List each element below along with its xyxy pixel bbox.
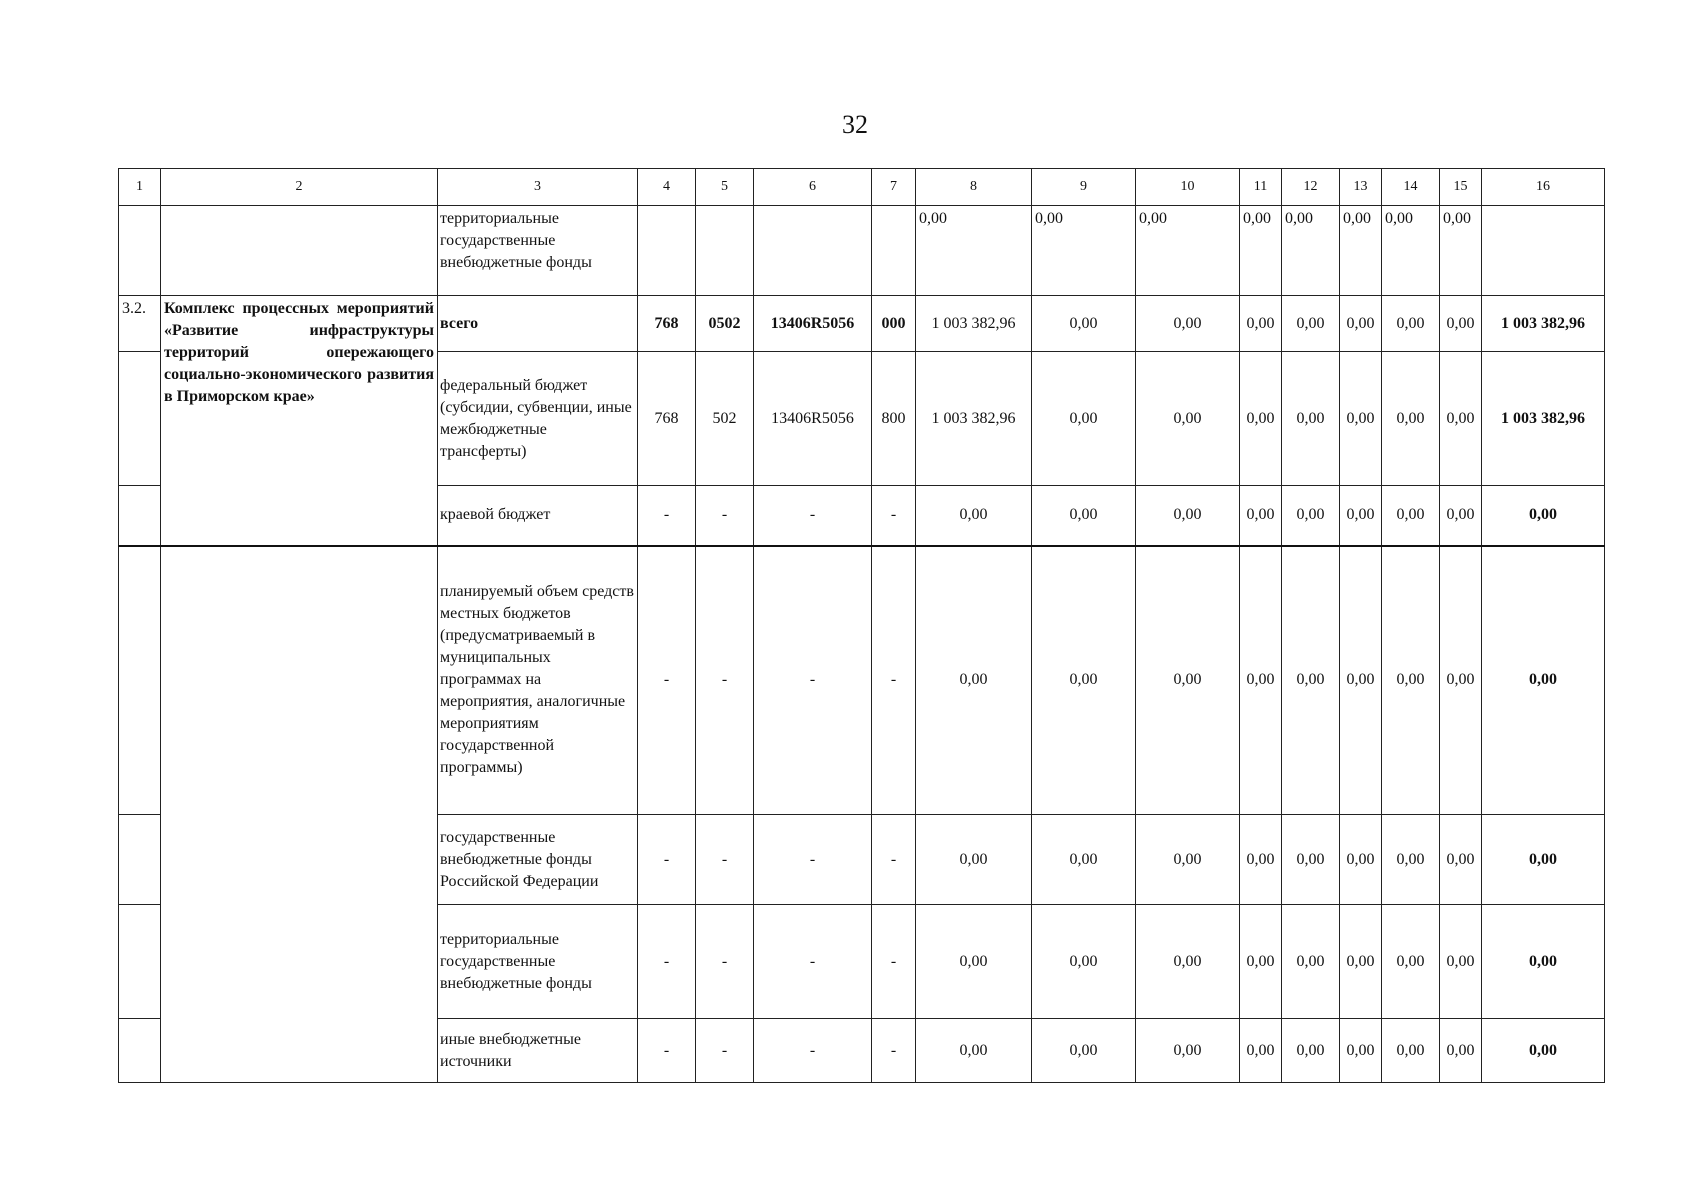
value-cell: 000 (872, 296, 916, 352)
value-cell (1482, 206, 1605, 296)
value-cell: 0,00 (1032, 815, 1136, 905)
header-cell: 6 (754, 169, 872, 206)
header-cell: 2 (161, 169, 438, 206)
value-cell: 0,00 (1032, 546, 1136, 815)
value-cell: 0,00 (1240, 486, 1282, 546)
value-cell: 0,00 (1032, 352, 1136, 486)
name-cell (161, 206, 438, 296)
value-cell: 13406R5056 (754, 296, 872, 352)
value-cell: 0,00 (1032, 486, 1136, 546)
value-cell: 0,00 (1240, 905, 1282, 1019)
value-cell: 768 (638, 296, 696, 352)
value-cell: 13406R5056 (754, 352, 872, 486)
value-cell: 0,00 (1282, 905, 1340, 1019)
page-number: 32 (842, 110, 868, 139)
value-cell: 0,00 (1382, 206, 1440, 296)
header-cell: 14 (1382, 169, 1440, 206)
value-cell: 0,00 (1136, 352, 1240, 486)
value-cell: 0,00 (1382, 546, 1440, 815)
number-cell (119, 546, 161, 815)
header-cell: 7 (872, 169, 916, 206)
value-cell: 0,00 (1382, 905, 1440, 1019)
value-cell: 0,00 (1032, 1019, 1136, 1083)
value-cell: 0,00 (1136, 206, 1240, 296)
value-cell: - (696, 815, 754, 905)
value-cell: 0,00 (1136, 296, 1240, 352)
value-cell: 0,00 (1282, 815, 1340, 905)
value-cell: 0,00 (1340, 905, 1382, 1019)
value-cell: 0,00 (1440, 815, 1482, 905)
table-row (119, 206, 1605, 296)
value-cell: 0,00 (1440, 206, 1482, 296)
value-cell: 0,00 (1032, 296, 1136, 352)
value-cell: 0,00 (1440, 486, 1482, 546)
source-cell: территориальные государственные внебюджетные фонды (438, 206, 638, 296)
value-cell: 0,00 (916, 546, 1032, 815)
source-cell: всего (438, 296, 638, 352)
value-cell: - (754, 486, 872, 546)
value-cell: 0,00 (1440, 352, 1482, 486)
value-cell: 0,00 (1240, 206, 1282, 296)
value-cell: - (754, 815, 872, 905)
header-cell: 4 (638, 169, 696, 206)
value-cell: 0,00 (1282, 206, 1340, 296)
value-cell: 0,00 (1382, 352, 1440, 486)
header-cell: 15 (1440, 169, 1482, 206)
value-cell (696, 206, 754, 296)
value-cell: 0,00 (916, 905, 1032, 1019)
value-cell: 0,00 (1240, 352, 1282, 486)
value-cell: 0,00 (1340, 546, 1382, 815)
header-cell: 11 (1240, 169, 1282, 206)
value-cell: 0,00 (1340, 352, 1382, 486)
source-cell: территориальные государственные внебюджетные фонды (438, 905, 638, 1019)
value-cell: 0,00 (1240, 1019, 1282, 1083)
source-cell: государственные внебюджетные фонды Российской Федерации (438, 815, 638, 905)
value-cell: 0,00 (1340, 815, 1382, 905)
value-cell: 0,00 (1482, 1019, 1605, 1083)
source-cell: иные внебюджетные источники (438, 1019, 638, 1083)
value-cell: 0,00 (916, 1019, 1032, 1083)
value-cell: 0,00 (1282, 296, 1340, 352)
value-cell: - (696, 486, 754, 546)
header-cell: 5 (696, 169, 754, 206)
value-cell: 1 003 382,96 (916, 352, 1032, 486)
value-cell: - (872, 486, 916, 546)
header-cell: 1 (119, 169, 161, 206)
value-cell: 0,00 (1440, 1019, 1482, 1083)
value-cell: 0,00 (1382, 486, 1440, 546)
value-cell: - (638, 815, 696, 905)
value-cell: 0,00 (1382, 815, 1440, 905)
header-cell: 3 (438, 169, 638, 206)
value-cell: 0,00 (916, 486, 1032, 546)
value-cell: 0,00 (1382, 296, 1440, 352)
value-cell: 0,00 (1440, 546, 1482, 815)
value-cell: 0,00 (1136, 815, 1240, 905)
source-cell: федеральный бюджет (субсидии, субвенции, иные межбюджетные трансферты) (438, 352, 638, 486)
value-cell: - (754, 905, 872, 1019)
value-cell: 0,00 (1340, 206, 1382, 296)
value-cell (872, 206, 916, 296)
value-cell: - (638, 1019, 696, 1083)
value-cell: 0,00 (1282, 486, 1340, 546)
item-name: Комплекс процессных мероприятий «Развитие инфраструктуры территорий опережающего социально-экономического развития в Приморском крае» (161, 296, 438, 546)
value-cell: 0,00 (1032, 905, 1136, 1019)
value-cell: 0,00 (1136, 905, 1240, 1019)
value-cell: 0,00 (1032, 206, 1136, 296)
value-cell: 0,00 (916, 206, 1032, 296)
number-cell (119, 352, 161, 486)
header-cell: 13 (1340, 169, 1382, 206)
value-cell: 0,00 (1282, 1019, 1340, 1083)
value-cell: - (638, 546, 696, 815)
value-cell: 502 (696, 352, 754, 486)
value-cell: 1 003 382,96 (916, 296, 1032, 352)
header-cell: 9 (1032, 169, 1136, 206)
header-cell: 16 (1482, 169, 1605, 206)
name-cell (161, 546, 438, 1083)
header-row (119, 169, 1605, 206)
value-cell: 0,00 (1382, 1019, 1440, 1083)
header-cell: 10 (1136, 169, 1240, 206)
value-cell: 1 003 382,96 (1482, 296, 1605, 352)
value-cell: 800 (872, 352, 916, 486)
value-cell: - (872, 546, 916, 815)
number-cell (119, 815, 161, 905)
value-cell: 1 003 382,96 (1482, 352, 1605, 486)
value-cell (638, 206, 696, 296)
value-cell: - (754, 546, 872, 815)
value-cell: 0,00 (1240, 296, 1282, 352)
budget-table (118, 168, 1605, 1083)
header-cell: 8 (916, 169, 1032, 206)
value-cell: - (696, 1019, 754, 1083)
value-cell: - (638, 905, 696, 1019)
value-cell: 768 (638, 352, 696, 486)
value-cell: 0,00 (1482, 546, 1605, 815)
number-cell (119, 1019, 161, 1083)
value-cell: - (754, 1019, 872, 1083)
value-cell (754, 206, 872, 296)
value-cell: 0,00 (1136, 486, 1240, 546)
value-cell: 0,00 (916, 815, 1032, 905)
value-cell: 0,00 (1440, 905, 1482, 1019)
value-cell: 0,00 (1482, 815, 1605, 905)
value-cell: 0,00 (1482, 486, 1605, 546)
header-cell: 12 (1282, 169, 1340, 206)
value-cell: - (872, 905, 916, 1019)
value-cell: 0,00 (1340, 296, 1382, 352)
value-cell: - (696, 546, 754, 815)
table-row (119, 546, 1605, 815)
item-number: 3.2. (119, 296, 161, 352)
number-cell (119, 486, 161, 546)
value-cell: 0,00 (1482, 905, 1605, 1019)
source-cell: краевой бюджет (438, 486, 638, 546)
value-cell: 0502 (696, 296, 754, 352)
value-cell: 0,00 (1136, 546, 1240, 815)
value-cell: 0,00 (1240, 546, 1282, 815)
source-cell: планируемый объем средств местных бюджетов (предусматриваемый в муниципальных программах на мероприятия, аналогичные мероприятиям государственной программы) (438, 546, 638, 815)
table-row (119, 296, 1605, 352)
value-cell: 0,00 (1240, 815, 1282, 905)
value-cell: 0,00 (1282, 352, 1340, 486)
value-cell: - (872, 815, 916, 905)
value-cell: 0,00 (1440, 296, 1482, 352)
value-cell: - (872, 1019, 916, 1083)
value-cell: - (638, 486, 696, 546)
value-cell: 0,00 (1282, 546, 1340, 815)
number-cell (119, 206, 161, 296)
value-cell: 0,00 (1340, 1019, 1382, 1083)
value-cell: - (696, 905, 754, 1019)
value-cell: 0,00 (1136, 1019, 1240, 1083)
number-cell (119, 905, 161, 1019)
value-cell: 0,00 (1340, 486, 1382, 546)
